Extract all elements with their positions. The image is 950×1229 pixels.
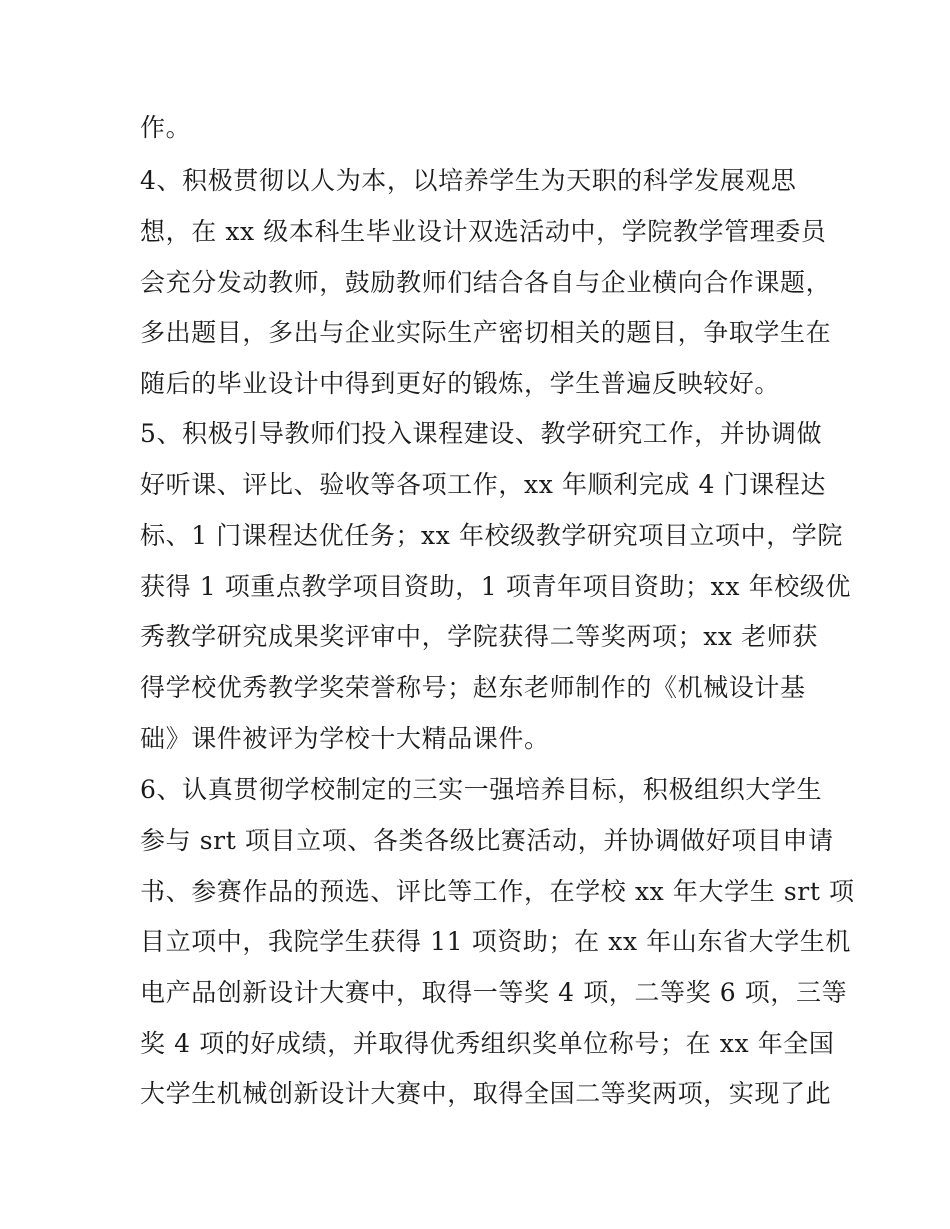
text-line: 多出题目，多出与企业实际生产密切相关的题目，争取学生在 bbox=[140, 318, 832, 347]
text-line: 获得 1 项重点教学项目资助，1 项青年项目资助；xx 年校级优 bbox=[140, 572, 851, 601]
text-line: 随后的毕业设计中得到更好的锻炼，学生普遍反映较好。 bbox=[140, 369, 781, 398]
text-line: 大学生机械创新设计大赛中，取得全国二等奖两项，实现了此 bbox=[140, 1079, 832, 1108]
text-line: 4、积极贯彻以人为本，以培养学生为天职的科学发展观思 bbox=[140, 166, 797, 195]
text-line: 目立项中，我院学生获得 11 项资助；在 xx 年山东省大学生机 bbox=[140, 927, 851, 956]
text-line: 得学校优秀教学奖荣誉称号；赵东老师制作的《机械设计基 bbox=[140, 673, 806, 702]
text-line: 参与 srt 项目立项、各类各级比赛活动，并协调做好项目申请 bbox=[140, 826, 834, 855]
text-line: 奖 4 项的好成绩，并取得优秀组织奖单位称号；在 xx 年全国 bbox=[140, 1029, 835, 1058]
text-line: 础》课件被评为学校十大精品课件。 bbox=[140, 724, 550, 753]
text-line: 会充分发动教师，鼓励教师们结合各自与企业横向合作课题， bbox=[140, 268, 832, 297]
text-line: 电产品创新设计大赛中，取得一等奖 4 项，二等奖 6 项，三等 bbox=[140, 978, 848, 1007]
text-line: 想，在 xx 级本科生毕业设计双选活动中，学院教学管理委员 bbox=[140, 217, 827, 246]
text-line: 秀教学研究成果奖评审中，学院获得二等奖两项；xx 老师获 bbox=[140, 622, 818, 651]
text-line: 6、认真贯彻学校制定的三实一强培养目标，积极组织大学生 bbox=[140, 775, 823, 804]
text-line: 标、1 门课程达优任务；xx 年校级教学研究项目立项中，学院 bbox=[140, 521, 843, 550]
text-line: 好听课、评比、验收等各项工作，xx 年顺利完成 4 门课程达 bbox=[140, 470, 826, 499]
text-line: 书、参赛作品的预选、评比等工作，在学校 xx 年大学生 srt 项 bbox=[140, 877, 855, 906]
text-line: 5、积极引导教师们投入课程建设、教学研究工作，并协调做 bbox=[140, 419, 823, 448]
text-line: 作。 bbox=[140, 113, 192, 142]
